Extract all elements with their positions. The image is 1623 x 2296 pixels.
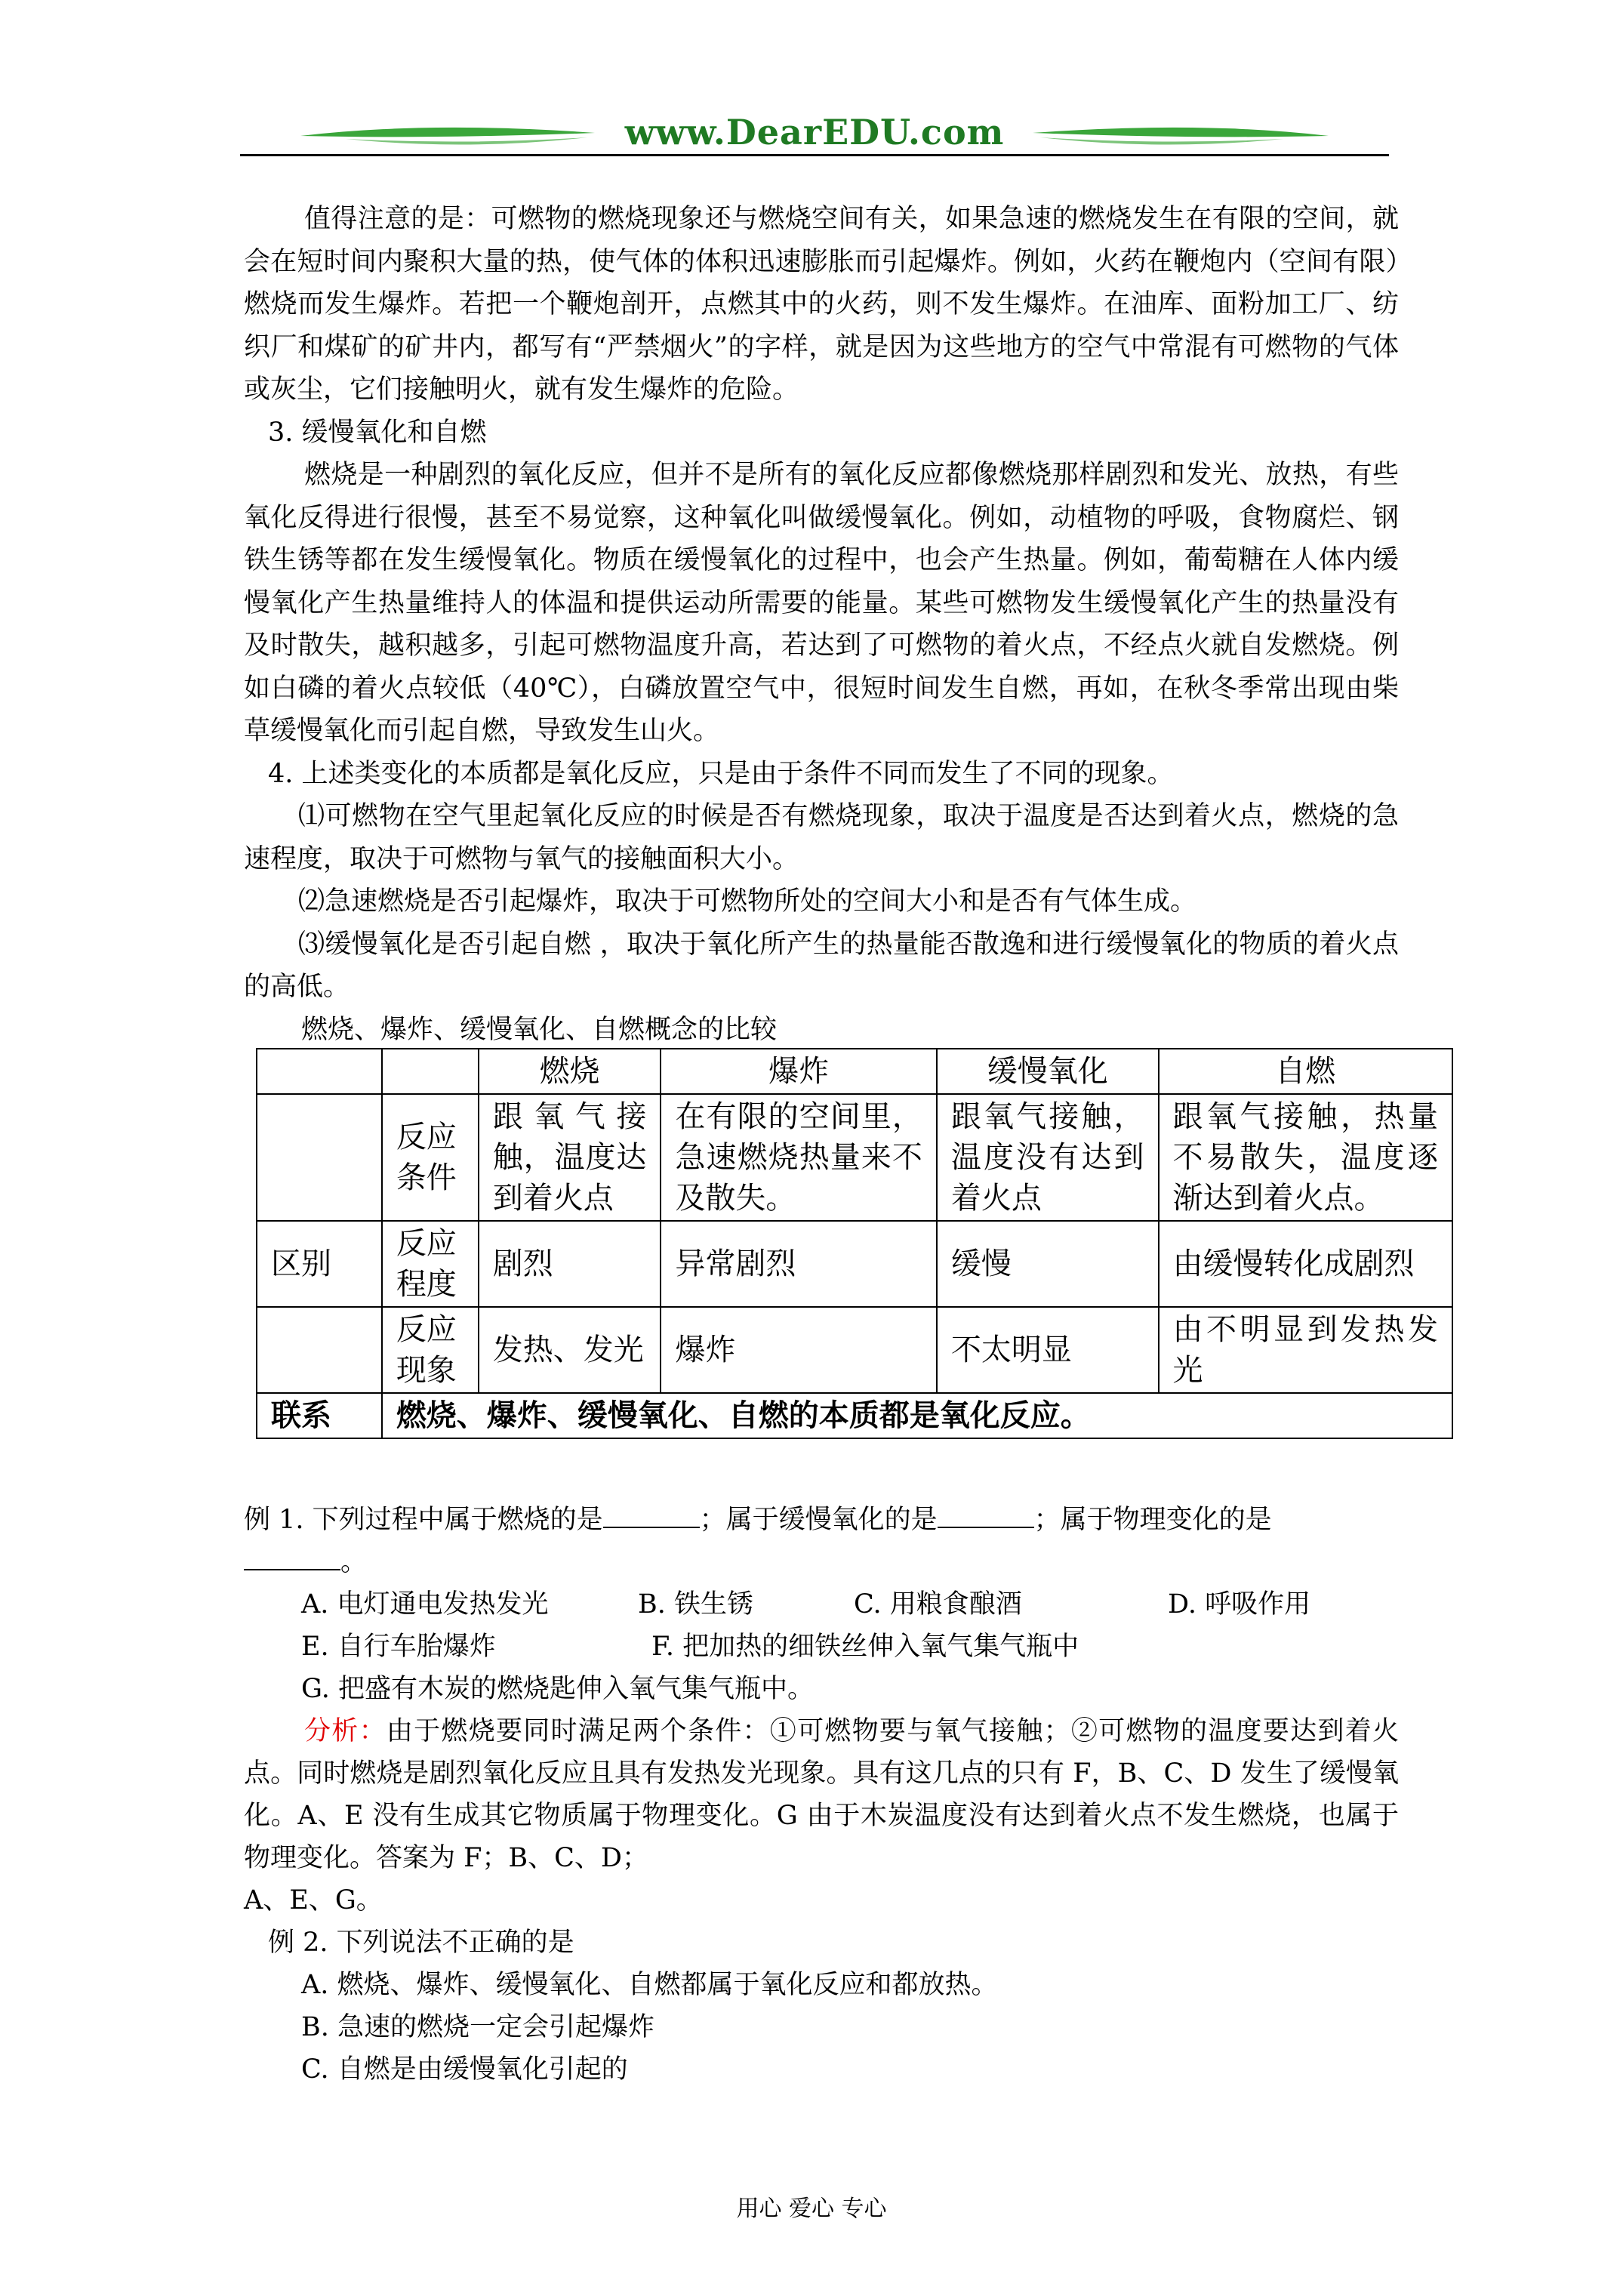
option-g: G. 把盛有木炭的燃烧匙伸入氧气集气瓶中。 [301,1674,814,1704]
table-row [257,1094,1452,1221]
answer-blank [938,1504,1034,1528]
link-text: 燃烧、爆炸、缓慢氧化、自燃的本质都是氧化反应。 [382,1393,1452,1438]
example-2-option-c: C. 自燃是由缓慢氧化引起的 [301,2054,628,2085]
header-divider [240,154,1389,156]
table-cell: 跟氧气接触，温度没有达到着火点 [937,1094,1159,1221]
table-cell: 剧烈 [479,1221,661,1307]
example-1-question [244,1499,1399,1583]
analysis-text: 由于燃烧要同时满足两个条件：①可燃物要与氧气接触；②可燃物的温度要达到着火点。同时燃烧是剧烈氧化反应且具有发热发光现象。具有这几点的只有 F，B、C、D 发生了缓慢氧化。A、E 没有生成其它物质属于物理变化。G 由于木炭温度没有达到着火点不发生燃烧，也属于物理变化。答案为 F；B、C、D； [244,1716,1399,1873]
row-label: 反应现象 [382,1307,479,1393]
section-heading-3: 3. 缓慢氧化和自燃 [268,417,487,448]
header-cell: 缓慢氧化 [937,1049,1159,1094]
header-cell: 燃烧 [479,1049,661,1094]
option-b: B. 铁生锈 [638,1589,753,1620]
table-row-link [257,1393,1452,1438]
table-cell: 在有限的空间里，急速燃烧热量来不及散失。 [661,1094,936,1221]
main-text [244,198,1399,1051]
group-label: 区别 [257,1221,382,1307]
header-cell-empty [257,1049,382,1094]
table-cell: 由不明显到发热发光 [1159,1307,1452,1393]
analysis-paragraph [244,1710,1399,1879]
question-text: ；属于缓慢氧化的是 [699,1505,938,1535]
point-3: ⑶缓慢氧化是否引起自燃 ，取决于氧化所产生的热量能否散逸和进行缓慢氧化的物质的着火点的高低。 [244,929,1399,1002]
group-cell-empty [257,1094,382,1221]
table-cell: 跟氧气接触，温度达到着火点 [479,1094,661,1221]
option-f: F. 把加热的细铁丝伸入氧气集气瓶中 [651,1632,1079,1662]
option-c: C. 用粮食酿酒 [854,1589,1022,1620]
table-cell: 爆炸 [661,1307,936,1393]
example-2-option-b: B. 急速的燃烧一定会引起爆炸 [301,2012,654,2042]
table-cell: 不太明显 [937,1307,1159,1393]
section-heading-4: 4. 上述类变化的本质都是氧化反应，只是由于条件不同而发生了不同的现象。 [268,758,1174,789]
answer-blank [244,1546,340,1570]
group-cell-empty [257,1307,382,1393]
point-1: ⑴可燃物在空气里起氧化反应的时候是否有燃烧现象，取决于温度是否达到着火点，燃烧的急速程度，取决于可燃物与氧气的接触面积大小。 [244,801,1399,874]
table-cell: 发热、发光 [479,1307,661,1393]
analysis-label: 分析： [304,1716,387,1746]
header-cell: 爆炸 [661,1049,936,1094]
example-1-options-row [244,1626,1399,1668]
site-logo-text: www.DearEDU.com [624,112,1005,153]
header-cell: 自燃 [1159,1049,1452,1094]
table-cell: 跟氧气接触，热量不易散失，温度逐渐达到着火点。 [1159,1094,1452,1221]
answer-blank [603,1504,700,1528]
analysis-answer-end: A、E、G。 [244,1885,383,1915]
page-footer: 用心 爱心 专心 [736,2196,887,2222]
option-d: D. 呼吸作用 [1168,1589,1311,1620]
row-label: 反应条件 [382,1094,479,1221]
option-a: A. 电灯通电发热发光 [301,1589,549,1620]
example-section [244,1499,1399,2091]
table-cell: 由缓慢转化成剧烈 [1159,1221,1452,1307]
row-label: 反应程度 [382,1221,479,1307]
example-2-option-a: A. 燃烧、爆炸、缓慢氧化、自燃都属于氧化反应和都放热。 [301,1970,998,2000]
link-label: 联系 [257,1393,382,1438]
question-text: 例 1. 下列过程中属于燃烧的是 [244,1505,603,1535]
table-header-row [257,1049,1452,1094]
header-cell-empty [382,1049,479,1094]
point-2: ⑵急速燃烧是否引起爆炸，取决于可燃物所处的空间大小和是否有气体生成。 [298,886,1197,917]
comparison-table [256,1048,1453,1439]
paragraph-explosion: 值得注意的是：可燃物的燃烧现象还与燃烧空间有关，如果急速的燃烧发生在有限的空间，就会在短时间内聚积大量的热，使气体的体积迅速膨胀而引起爆炸。例如，火药在鞭炮内（空间有限）燃烧而发生爆炸。若把一个鞭炮剖开，点燃其中的火药，则不发生爆炸。在油库、面粉加工厂、纺织厂和煤矿的矿井内，都写有“严禁烟火”的字样，就是因为这些地方的空气中常混有可燃物的气体或灰尘，它们接触明火，就有发生爆炸的危险。 [244,204,1399,405]
table-row [257,1221,1452,1307]
table-cell: 异常剧烈 [661,1221,936,1307]
site-header-logo [240,106,1389,159]
table-caption: 燃烧、爆炸、缓慢氧化、自燃概念的比较 [301,1014,778,1045]
option-e: E. 自行车胎爆炸 [301,1632,496,1662]
question-text: ；属于物理变化的是 [1033,1505,1272,1535]
question-text: 。 [340,1547,368,1577]
example-1-options-row [244,1583,1399,1626]
table-row [257,1307,1452,1393]
paragraph-slow-oxidation: 燃烧是一种剧烈的氧化反应，但并不是所有的氧化反应都像燃烧那样剧烈和发光、放热，有些氧化反得进行很慢，甚至不易觉察，这种氧化叫做缓慢氧化。例如，动植物的呼吸，食物腐烂、钢铁生锈等都在发生缓慢氧化。物质在缓慢氧化的过程中，也会产生热量。例如，葡萄糖在人体内缓慢氧化产生热量维持人的体温和提供运动所需要的能量。某些可燃物发生缓慢氧化产生的热量没有及时散失，越积越多，引起可燃物温度升高，若达到了可燃物的着火点，不经点火就自发燃烧。例如白磷的着火点较低（40℃），白磷放置空气中，很短时间发生自燃，再如，在秋冬季常出现由柴草缓慢氧化而引起自燃，导致发生山火。 [244,460,1399,746]
table-cell: 缓慢 [937,1221,1159,1307]
example-2-question: 例 2. 下列说法不正确的是 [268,1928,574,1958]
